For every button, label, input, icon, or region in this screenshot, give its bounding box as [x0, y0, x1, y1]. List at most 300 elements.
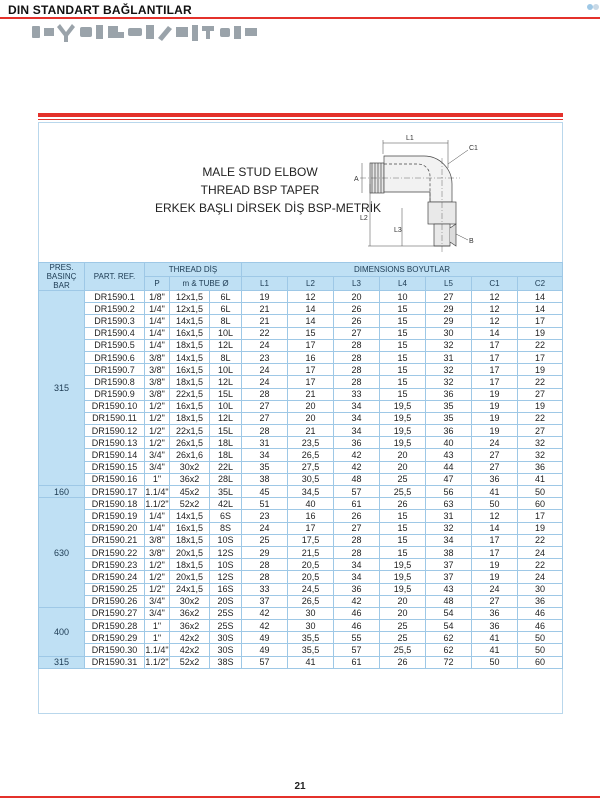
cell-thread-p: 3/8": [145, 364, 170, 376]
cell-l4: 20: [380, 607, 426, 619]
table-row: [39, 461, 563, 473]
cell-l1: 51: [242, 498, 288, 510]
cell-l1: 33: [242, 583, 288, 595]
cell-part-ref: DR1590.12: [85, 425, 145, 437]
cell-c2: 27: [518, 388, 563, 400]
cell-part-ref: DR1590.1: [85, 291, 145, 303]
table-row: [39, 315, 563, 327]
cell-thread-p: 3/8": [145, 534, 170, 546]
cell-part-ref: DR1590.6: [85, 351, 145, 363]
cell-part-ref: DR1590.29: [85, 632, 145, 644]
cell-l5: 38: [426, 546, 472, 558]
cell-part-ref: DR1590.4: [85, 327, 145, 339]
cell-l3: 48: [334, 473, 380, 485]
cell-c2: 22: [518, 412, 563, 424]
cell-tube-size: 15L: [210, 388, 242, 400]
cell-c1: 17: [472, 351, 518, 363]
cell-l1: 25: [242, 534, 288, 546]
cell-l5: 62: [426, 632, 472, 644]
cell-thread-p: 1.1/4": [145, 486, 169, 497]
section-divider: [38, 113, 563, 117]
cell-thread-p: 1/2": [145, 437, 170, 449]
cell-tube-size: 6S: [210, 510, 242, 522]
cell-thread-m: 45x2: [170, 486, 210, 498]
cell-tube-size: 18L: [210, 449, 242, 461]
cell-c1: 41: [472, 486, 518, 498]
header-divider: [0, 17, 600, 19]
cell-thread-m: 18x1,5: [170, 376, 210, 388]
cell-l5: 32: [426, 522, 472, 534]
cell-thread-p: 3/8": [145, 351, 170, 363]
cell-c1: 19: [472, 388, 518, 400]
cell-thread-m: 22x1,5: [170, 425, 210, 437]
cell-thread-m: 12x1,5: [170, 303, 210, 315]
cell-l5: 43: [426, 583, 472, 595]
cell-c1: 19: [472, 559, 518, 571]
cell-l1: 24: [242, 522, 288, 534]
cell-c1: 36: [472, 473, 518, 485]
pressure-cell: 315: [39, 291, 85, 486]
cell-c1: 19: [472, 571, 518, 583]
cell-thread-m: 14x1,5: [170, 351, 210, 363]
cell-part-ref: DR1590.23: [85, 559, 145, 571]
cell-c2: 14: [518, 303, 563, 315]
cell-l2: 34,5: [288, 486, 334, 498]
cell-thread-p: 3/4": [145, 595, 170, 607]
cell-l5: 32: [426, 376, 472, 388]
cell-l1: 57: [242, 656, 288, 668]
product-title-line-3: ERKEK BAŞLI DİRSEK DİŞ BSP-METRİK: [155, 201, 382, 215]
cell-l3: 27: [334, 522, 380, 534]
cell-l1: 42: [242, 607, 288, 619]
cell-l4: 15: [380, 534, 426, 546]
cell-c2: 46: [518, 607, 563, 619]
cell-l4: 15: [380, 510, 426, 522]
table-row: [39, 620, 563, 632]
cell-l4: 19,5: [380, 583, 426, 595]
cell-l4: 15: [380, 376, 426, 388]
cell-c2: 19: [518, 400, 563, 412]
col-header-l2: L2: [288, 277, 334, 291]
table-row: [39, 571, 563, 583]
cell-tube-size: 42L: [210, 498, 242, 510]
cell-l2: 14: [288, 315, 334, 327]
cell-l2: 35,5: [288, 644, 334, 656]
pressure-cell: 400: [39, 607, 85, 656]
cell-tube-size: 30S: [210, 632, 242, 644]
cell-c2: 22: [518, 534, 563, 546]
cell-l4: 19,5: [380, 400, 426, 412]
cell-c1: 17: [472, 534, 518, 546]
table-row: [39, 595, 563, 607]
table-row: [39, 412, 563, 424]
cell-l2: 21,5: [288, 546, 334, 558]
cell-thread-m: 26x1,5: [170, 437, 210, 449]
cell-thread-m: 16x1,5: [170, 400, 210, 412]
cell-thread-m: 24x1,5: [170, 583, 210, 595]
cell-c1: 19: [472, 400, 518, 412]
cell-c1: 12: [472, 303, 518, 315]
cell-thread-p: 1/2": [145, 559, 170, 571]
cell-l2: 17: [288, 376, 334, 388]
cell-thread-m: 16x1,5: [170, 327, 210, 339]
cell-thread-m: 18x1,5: [170, 412, 210, 424]
cell-l4: 15: [380, 388, 426, 400]
cell-c2: 24: [518, 546, 563, 558]
cell-thread-p: 1.1/2": [145, 498, 169, 509]
cell-l3: 34: [334, 412, 380, 424]
cell-l2: 17: [288, 364, 334, 376]
cell-l1: 21: [242, 315, 288, 327]
cell-l4: 25: [380, 620, 426, 632]
cell-part-ref: DR1590.8: [85, 376, 145, 388]
cell-part-ref: DR1590.13: [85, 437, 145, 449]
cell-thread-p: 1/4": [145, 303, 170, 315]
cell-thread-p: 1/4": [145, 339, 170, 351]
cell-part-ref: DR1590.16: [85, 473, 145, 485]
cell-tube-size: 28L: [210, 473, 242, 485]
table-row: [39, 559, 563, 571]
product-title: [155, 163, 382, 217]
cell-part-ref: DR1590.22: [85, 546, 145, 558]
cell-part-ref: DR1590.2: [85, 303, 145, 315]
cell-thread-m: 12x1,5: [170, 291, 210, 303]
cell-l2: 27,5: [288, 461, 334, 473]
cell-thread-m: 18x1,5: [170, 339, 210, 351]
cell-l2: 21: [288, 425, 334, 437]
dim-label-l1: L1: [406, 135, 414, 142]
table-row: [39, 364, 563, 376]
cell-thread-p: 3/8": [145, 376, 170, 388]
cell-l4: 25: [380, 632, 426, 644]
cell-l2: 30: [288, 620, 334, 632]
specification-table: [38, 262, 563, 669]
cell-l3: 34: [334, 400, 380, 412]
cell-c1: 14: [472, 327, 518, 339]
cell-l4: 25,5: [380, 486, 426, 498]
cell-c2: 22: [518, 339, 563, 351]
cell-thread-p: 1/2": [145, 400, 170, 412]
cell-c2: 41: [518, 473, 563, 485]
cell-l1: 19: [242, 291, 288, 303]
col-header-m-tube: m & TUBE Ø: [170, 277, 242, 291]
brand-mark-icon: [560, 2, 600, 12]
cell-l3: 26: [334, 510, 380, 522]
cell-l5: 54: [426, 620, 472, 632]
cell-c2: 24: [518, 571, 563, 583]
cell-c2: 19: [518, 364, 563, 376]
cell-c2: 36: [518, 461, 563, 473]
cell-thread-m: 30x2: [170, 461, 210, 473]
cell-thread-m: 30x2: [170, 595, 210, 607]
cell-l4: 15: [380, 315, 426, 327]
cell-l4: 19,5: [380, 437, 426, 449]
cell-part-ref: DR1590.19: [85, 510, 145, 522]
cell-c1: 19: [472, 425, 518, 437]
table-row: [39, 351, 563, 363]
dim-label-l2: L2: [360, 215, 368, 222]
cell-l5: 32: [426, 364, 472, 376]
cell-thread-p: 1/4": [145, 315, 170, 327]
cell-l2: 12: [288, 291, 334, 303]
cell-tube-size: 6L: [210, 303, 242, 315]
cell-thread-m: 18x1,5: [170, 559, 210, 571]
cell-l5: 35: [426, 412, 472, 424]
cell-part-ref: DR1590.14: [85, 449, 145, 461]
cell-l5: 62: [426, 644, 472, 656]
cell-thread-p: 1/4": [145, 522, 170, 534]
cell-thread-m: 52x2: [170, 498, 210, 510]
table-row: [39, 534, 563, 546]
cell-thread-p: 1/2": [145, 571, 170, 583]
cell-thread-p: 1.1/4": [145, 645, 169, 656]
cell-thread-p: 3/4": [145, 461, 170, 473]
dim-label-l3: L3: [394, 227, 402, 234]
cell-thread-m: 36x2: [170, 473, 210, 485]
table-row: [39, 425, 563, 437]
cell-tube-size: 8L: [210, 351, 242, 363]
cell-c1: 17: [472, 339, 518, 351]
elbow-technical-drawing: [350, 128, 560, 258]
cell-c2: 22: [518, 559, 563, 571]
col-header-c1: C1: [472, 277, 518, 291]
cell-tube-size: 8L: [210, 315, 242, 327]
table-row: [39, 656, 563, 668]
table-row: [39, 510, 563, 522]
cell-c1: 12: [472, 315, 518, 327]
cell-l5: 72: [426, 656, 472, 668]
cell-c1: 36: [472, 607, 518, 619]
cell-c2: 50: [518, 644, 563, 656]
cell-part-ref: DR1590.24: [85, 571, 145, 583]
cell-l4: 25: [380, 473, 426, 485]
cell-thread-p: 1/2": [145, 425, 170, 437]
cell-part-ref: DR1590.3: [85, 315, 145, 327]
cell-thread-p: 3/8": [145, 388, 170, 400]
cell-tube-size: 22L: [210, 461, 242, 473]
cell-tube-size: 35L: [210, 486, 242, 498]
cell-tube-size: 16S: [210, 583, 242, 595]
cell-l5: 30: [426, 327, 472, 339]
cell-c2: 30: [518, 583, 563, 595]
cell-thread-m: 42x2: [170, 632, 210, 644]
cell-thread-m: 36x2: [170, 620, 210, 632]
product-title-line-1: MALE STUD ELBOW: [202, 165, 318, 179]
cell-c1: 12: [472, 510, 518, 522]
cell-l1: 22: [242, 327, 288, 339]
cell-c2: 60: [518, 656, 563, 668]
cell-thread-p: 3/8": [145, 546, 170, 558]
cell-c1: 24: [472, 583, 518, 595]
dim-label-c1: C1: [469, 145, 478, 152]
cell-l5: 44: [426, 461, 472, 473]
cell-l3: 28: [334, 546, 380, 558]
cell-l1: 38: [242, 473, 288, 485]
cell-thread-p: 1/4": [145, 327, 170, 339]
cell-thread-m: 14x1,5: [170, 315, 210, 327]
table-row: [39, 486, 563, 498]
cell-c1: 14: [472, 522, 518, 534]
pressure-cell: 315: [39, 656, 85, 668]
cell-l2: 41: [288, 656, 334, 668]
cell-l4: 15: [380, 327, 426, 339]
table-row: [39, 449, 563, 461]
table-row: [39, 291, 563, 303]
cell-thread-m: 42x2: [170, 644, 210, 656]
cell-l4: 19,5: [380, 571, 426, 583]
cell-l1: 23: [242, 351, 288, 363]
pressure-cell: 630: [39, 498, 85, 608]
cell-tube-size: 38S: [210, 656, 242, 668]
col-header-thread: THREAD DİŞ: [145, 263, 242, 277]
cell-c2: 32: [518, 449, 563, 461]
table-row: [39, 498, 563, 510]
cell-l3: 42: [334, 449, 380, 461]
section-divider-thin: [38, 119, 563, 120]
cell-part-ref: DR1590.9: [85, 388, 145, 400]
cell-thread-m: 36x2: [170, 607, 210, 619]
cell-thread-m: 18x1,5: [170, 534, 210, 546]
cell-tube-size: 8S: [210, 522, 242, 534]
table-row: [39, 583, 563, 595]
cell-c2: 22: [518, 376, 563, 388]
cell-tube-size: 10L: [210, 327, 242, 339]
cell-l1: 21: [242, 303, 288, 315]
cell-l3: 33: [334, 388, 380, 400]
cell-thread-p: 3/4": [145, 449, 170, 461]
cell-l3: 28: [334, 534, 380, 546]
table-row: [39, 473, 563, 485]
cell-thread-m: 20x1,5: [170, 571, 210, 583]
cell-thread-p: 1/4": [145, 510, 170, 522]
cell-c2: 27: [518, 425, 563, 437]
cell-part-ref: DR1590.11: [85, 412, 145, 424]
cell-l3: 26: [334, 303, 380, 315]
cell-l3: 34: [334, 559, 380, 571]
cell-l4: 15: [380, 364, 426, 376]
cell-c1: 41: [472, 644, 518, 656]
col-header-l4: L4: [380, 277, 426, 291]
cell-l2: 30,5: [288, 473, 334, 485]
cell-l3: 34: [334, 425, 380, 437]
table-row: [39, 437, 563, 449]
cell-l2: 21: [288, 388, 334, 400]
cell-l1: 28: [242, 388, 288, 400]
table-row: [39, 607, 563, 619]
cell-l1: 45: [242, 486, 288, 498]
cell-c1: 12: [472, 291, 518, 303]
cell-c2: 36: [518, 595, 563, 607]
cell-l2: 20,5: [288, 571, 334, 583]
cell-l2: 17: [288, 339, 334, 351]
cell-part-ref: DR1590.30: [85, 644, 145, 656]
pressure-cell: 160: [39, 486, 85, 498]
cell-l1: 24: [242, 364, 288, 376]
cell-l5: 36: [426, 388, 472, 400]
cell-part-ref: DR1590.10: [85, 400, 145, 412]
cell-l5: 48: [426, 595, 472, 607]
cell-thread-p: 1.1/2": [145, 657, 169, 668]
cell-l1: 24: [242, 339, 288, 351]
cell-c1: 17: [472, 546, 518, 558]
dim-label-a: A: [354, 176, 359, 183]
cell-l2: 26,5: [288, 449, 334, 461]
col-header-pressure: PRES. BASINÇ BAR: [39, 263, 85, 291]
cell-thread-m: 52x2: [170, 656, 210, 668]
cell-l1: 31: [242, 437, 288, 449]
cell-part-ref: DR1590.18: [85, 498, 145, 510]
cell-c1: 19: [472, 412, 518, 424]
cell-l4: 15: [380, 303, 426, 315]
cell-l5: 37: [426, 559, 472, 571]
cell-l2: 24,5: [288, 583, 334, 595]
cell-l5: 47: [426, 473, 472, 485]
cell-tube-size: 10L: [210, 364, 242, 376]
cell-l2: 35,5: [288, 632, 334, 644]
cell-part-ref: DR1590.5: [85, 339, 145, 351]
cell-l1: 49: [242, 644, 288, 656]
dim-label-b: B: [469, 238, 474, 245]
col-header-l1: L1: [242, 277, 288, 291]
cell-l4: 20: [380, 461, 426, 473]
table-row: [39, 522, 563, 534]
cell-l3: 20: [334, 291, 380, 303]
cell-l5: 29: [426, 315, 472, 327]
cell-l1: 34: [242, 449, 288, 461]
cell-part-ref: DR1590.26: [85, 595, 145, 607]
cell-l5: 36: [426, 425, 472, 437]
cell-thread-p: 1/2": [145, 583, 170, 595]
cell-c2: 50: [518, 486, 563, 498]
cell-l3: 57: [334, 486, 380, 498]
cell-l1: 23: [242, 510, 288, 522]
cell-l3: 61: [334, 656, 380, 668]
cell-l1: 28: [242, 571, 288, 583]
cell-part-ref: DR1590.21: [85, 534, 145, 546]
cell-l3: 61: [334, 498, 380, 510]
cell-tube-size: 10L: [210, 400, 242, 412]
cell-tube-size: 15L: [210, 425, 242, 437]
cell-l4: 15: [380, 339, 426, 351]
cell-l5: 37: [426, 571, 472, 583]
cell-l5: 29: [426, 303, 472, 315]
cell-l3: 34: [334, 571, 380, 583]
cell-l3: 46: [334, 620, 380, 632]
table-row: [39, 303, 563, 315]
cell-l5: 63: [426, 498, 472, 510]
cell-l1: 49: [242, 632, 288, 644]
cell-c2: 19: [518, 522, 563, 534]
cell-c1: 17: [472, 364, 518, 376]
cell-part-ref: DR1590.28: [85, 620, 145, 632]
cell-tube-size: 25S: [210, 607, 242, 619]
cell-tube-size: 12L: [210, 412, 242, 424]
table-row: [39, 339, 563, 351]
cell-tube-size: 25S: [210, 620, 242, 632]
footer-divider: [0, 796, 600, 798]
cell-l1: 35: [242, 461, 288, 473]
cell-l2: 20: [288, 412, 334, 424]
cell-thread-p: 1/2": [145, 412, 170, 424]
cell-tube-size: 20S: [210, 595, 242, 607]
cell-part-ref: DR1590.15: [85, 461, 145, 473]
cell-l1: 27: [242, 400, 288, 412]
cell-l5: 35: [426, 400, 472, 412]
page-number: 21: [294, 781, 306, 792]
cell-l5: 40: [426, 437, 472, 449]
cell-l3: 46: [334, 607, 380, 619]
cell-l1: 42: [242, 620, 288, 632]
